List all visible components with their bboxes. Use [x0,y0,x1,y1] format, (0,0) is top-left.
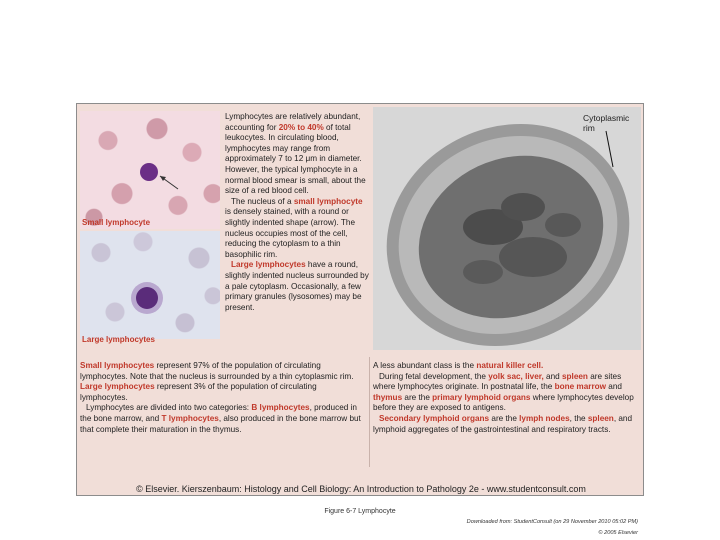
figure-panel [76,103,644,496]
r3-text-c: , and lymphoid aggregates of the gastrointestinal and respiratory tracts. [373,413,633,434]
s2-emphasis: Large lymphocytes [80,382,155,392]
s3-text-c: , also produced in the bone marrow but that complete their maturation in the thymus. [80,413,361,434]
r2-text-b: and [543,371,562,381]
p3-emphasis: Large lymphocytes [231,260,306,270]
column-divider [369,357,370,467]
label-cytoplasmic-rim: Cytoplasmic rim [583,113,630,133]
s1-emphasis: Small lymphocytes [80,361,155,370]
r2-text-f: where lymphocytes develop before they are exposed to antigens. [373,392,634,413]
download-line: Downloaded from: StudentConsult (on 29 November 2010 05:02 PM) [466,519,638,525]
r3-emphasis-3: spleen [587,413,614,423]
r2-emphasis-3: bone marrow [554,382,607,392]
r2-text-e: are the [402,392,433,402]
arrow-icon [80,111,220,229]
figure-copyright: © Elsevier. Kierszenbaum: Histology and Cell Biology: An Introduction to Pathology 2e - www.studentconsult.com [136,484,586,494]
figure-caption: Figure 6-7 Lymphocyte [324,508,396,515]
lymphocyte-em-image [373,107,641,350]
p2-text-b: is densely stained, with a round or slightly indented shape (arrow). The nucleus occupies most of the cell, reducing the cytoplasm to a thin basophilic rim. [225,207,356,259]
label-small-lymphocyte: Small lymphocyte [82,218,151,227]
p2-text-a: The nucleus of a [231,196,294,206]
s3-text-a: Lymphocytes are divided into two categories: [86,403,252,413]
p1-text-b: of total leukocytes. In circulating blood, lymphocytes may range from approximately 7 to 12 μm in diameter. However, the typical lymphocyte in a normal blood smear is small, about the size of a red blood cell. [225,122,366,196]
r2-emphasis-1: yolk sac, liver, [488,371,544,381]
r2-text-a: During fetal development, the [379,371,489,381]
p3-text-b: have a round, slightly indented nucleus surrounded by a pale cytoplasm. Occasionally, a few primary granules (lysosomes) may be present. [225,260,369,312]
r1-emphasis: natural killer cell. [476,361,544,370]
r2-text-c: are sites where lymphocytes originate. In postnatal life, the [373,371,622,392]
p1-emphasis: 20% to 40% [278,122,324,132]
p2-emphasis: small lymphocyte [293,196,363,206]
lymphoid-organs-text [373,361,638,435]
copyright-line: © 2005 Elsevier [598,530,638,536]
electron-micrograph [373,107,641,350]
r3-emphasis-1: Secondary lymphoid organs [379,413,490,423]
r3-emphasis-2: lymph nodes [519,413,570,423]
s3-emphasis-b: B lymphocytes [251,403,310,413]
large-lymphocyte-micrograph [80,231,220,339]
s1-text: represent 97% of the population of circulating lymphocytes. Note that the nucleus is surrounded by a thin cytoplasmic rim. [80,361,354,381]
s3-text-b: , produced in the bone marrow, and [80,403,357,423]
s3-emphasis-t: T lymphocytes [161,413,219,423]
r3-text-b: , the [569,413,588,423]
p1-text-a: Lymphocytes are relatively abundant, accounting for [225,112,361,132]
large-lymphocyte-cell [136,287,158,309]
r1-text-a: A less abundant class is the [373,361,477,370]
label-large-lymphocytes: Large lymphocytes [82,335,155,344]
s2-text: represent 3% of the population of circulating lymphocytes. [80,382,317,402]
lymphocyte-types-text [80,361,365,435]
small-lymphocyte-micrograph [80,111,220,229]
r2-text-d: and [606,382,622,392]
r2-emphasis-5: primary lymphoid organs [432,392,531,402]
r2-emphasis-2: spleen [562,371,588,381]
r2-emphasis-4: thymus [373,392,403,402]
lymphocyte-description [225,112,369,313]
r3-text-a: are the [489,413,520,423]
